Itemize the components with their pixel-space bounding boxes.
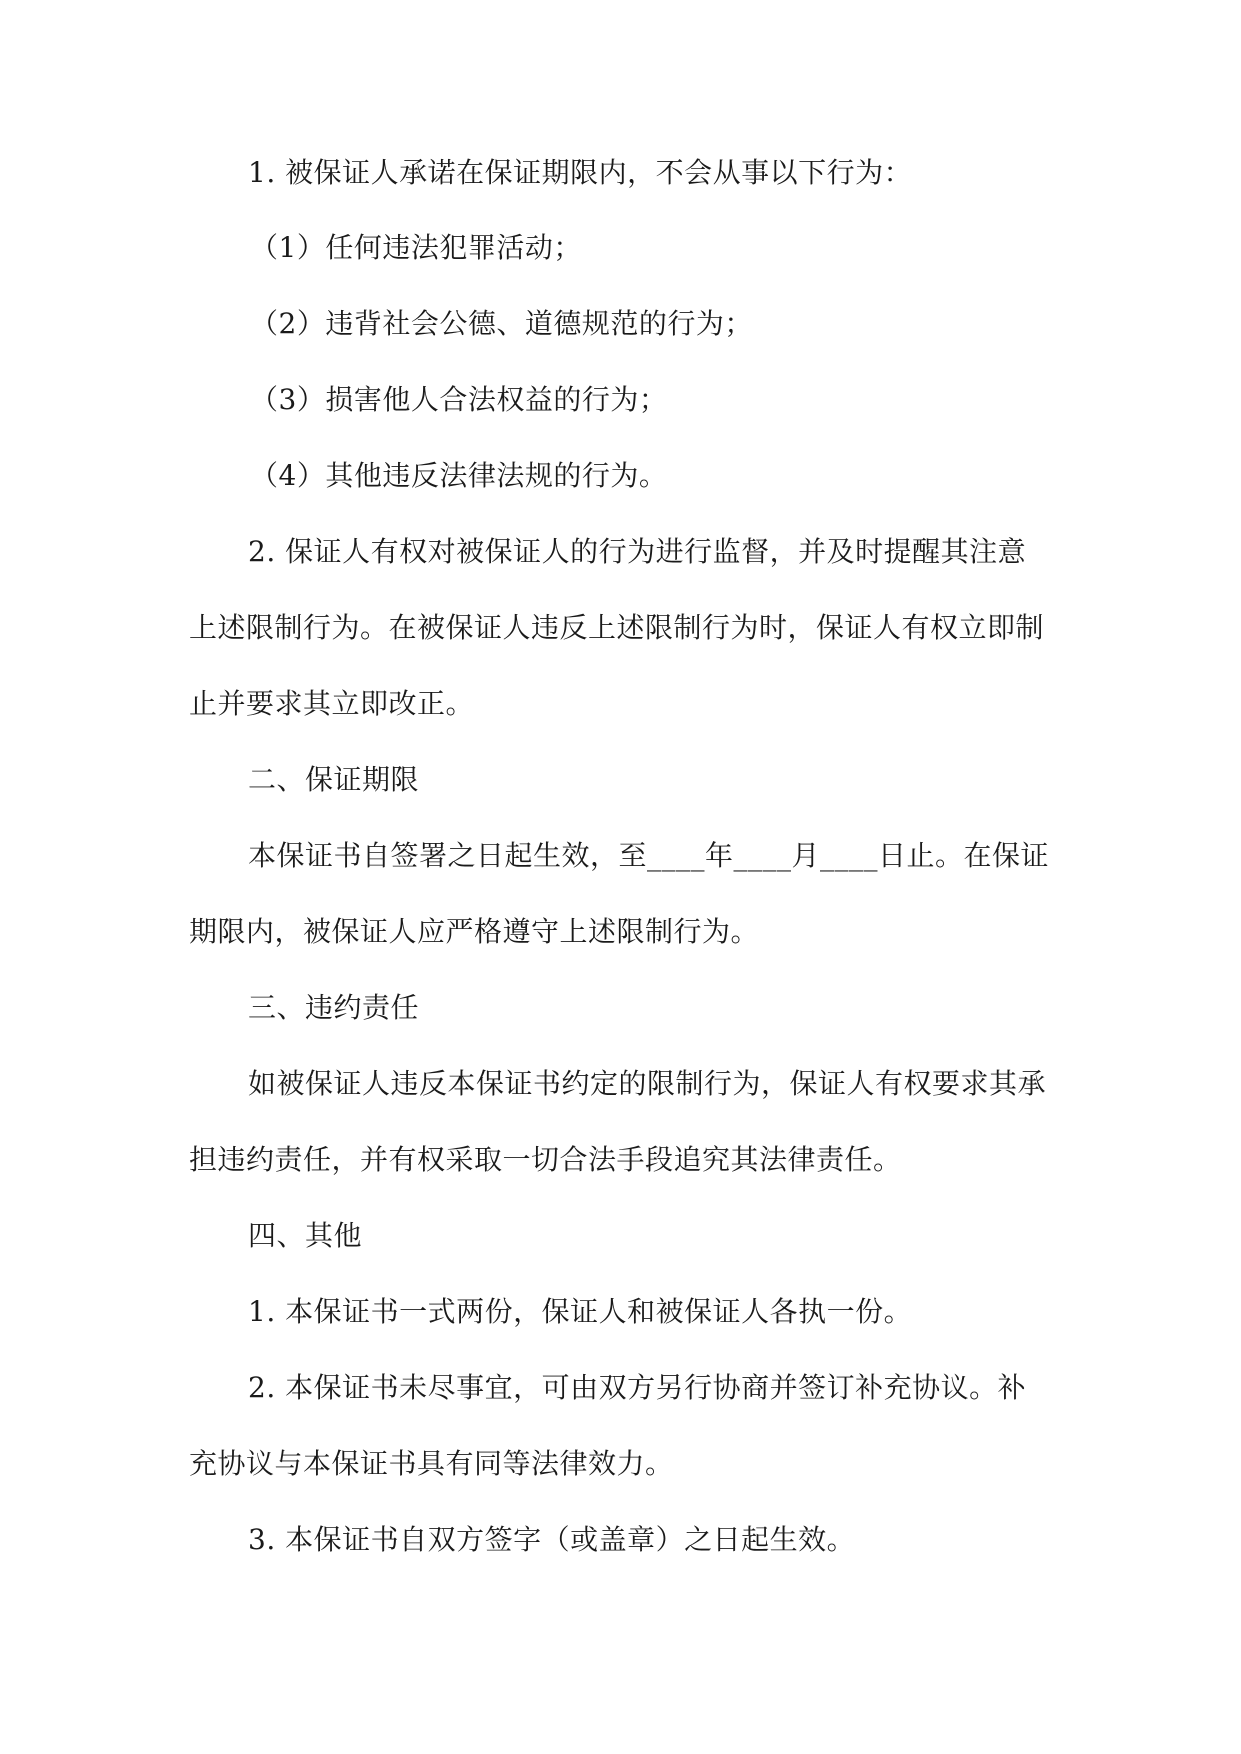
other-clause-3: 3. 本保证书自双方签字（或盖章）之日起生效。 bbox=[248, 1523, 856, 1556]
clause-1-item-3: （3）损害他人合法权益的行为； bbox=[250, 383, 668, 416]
liability-line-2: 担违约责任，并有权采取一切合法手段追究其法律责任。 bbox=[189, 1143, 902, 1176]
other-clause-1: 1. 本保证书一式两份，保证人和被保证人各执一份。 bbox=[248, 1295, 913, 1328]
clause-2-line-2: 上述限制行为。在被保证人违反上述限制行为时，保证人有权立即制 bbox=[189, 611, 1045, 644]
term-line-1: 本保证书自签署之日起生效，至____年____月____日止。在保证 bbox=[248, 839, 1050, 872]
clause-1-intro: 1. 被保证人承诺在保证期限内，不会从事以下行为： bbox=[248, 156, 913, 189]
section-heading-liability: 三、违约责任 bbox=[248, 991, 420, 1024]
other-clause-2-line-1: 2. 本保证书未尽事宜，可由双方另行协商并签订补充协议。补 bbox=[248, 1371, 1027, 1404]
clause-1-item-4: （4）其他违反法律法规的行为。 bbox=[250, 459, 668, 492]
clause-2-line-1: 2. 保证人有权对被保证人的行为进行监督，并及时提醒其注意 bbox=[248, 535, 1027, 568]
section-heading-other: 四、其他 bbox=[248, 1219, 363, 1252]
other-clause-2-line-2: 充协议与本保证书具有同等法律效力。 bbox=[189, 1447, 674, 1480]
clause-1-item-2: （2）违背社会公德、道德规范的行为； bbox=[250, 307, 753, 340]
clause-2-line-3: 止并要求其立即改正。 bbox=[189, 687, 475, 720]
section-heading-term: 二、保证期限 bbox=[248, 763, 420, 796]
term-line-2: 期限内，被保证人应严格遵守上述限制行为。 bbox=[189, 915, 760, 948]
clause-1-item-1: （1）任何违法犯罪活动； bbox=[250, 231, 582, 264]
liability-line-1: 如被保证人违反本保证书约定的限制行为，保证人有权要求其承 bbox=[248, 1067, 1047, 1100]
